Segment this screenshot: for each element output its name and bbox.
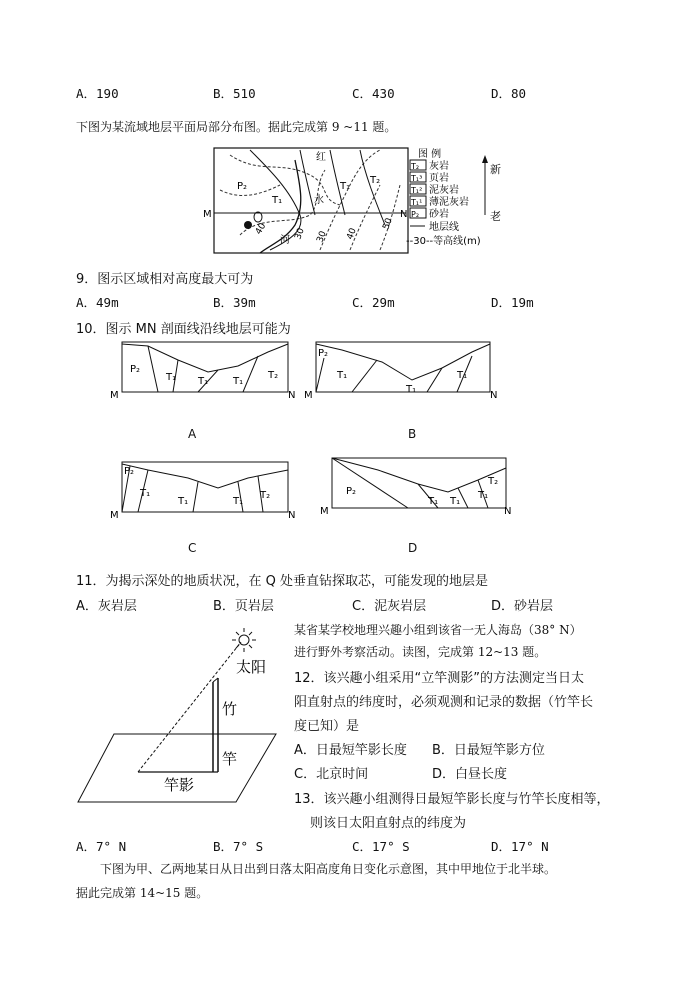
profile-a-label: A (188, 427, 197, 441)
svg-text:T₁: T₁ (450, 496, 461, 507)
q11-stem: 11．为揭示深处的地质状况，在 Q 处垂直钻探取芯，可能发现的地层是 (76, 574, 489, 589)
q13-stem-line1: 13．该兴趣小组测得日最短竿影长度与竹竿长度相等， (294, 792, 610, 807)
stratum-map-figure (200, 145, 510, 257)
svg-text:T₁: T₁ (428, 496, 439, 507)
map-label-t1b: T₁ (340, 181, 351, 192)
svg-text:P₂: P₂ (346, 486, 357, 497)
svg-text:T₁: T₁ (478, 490, 489, 501)
profile-a (108, 338, 298, 404)
svg-text:页岩: 页岩 (429, 173, 449, 184)
q13-stem-line2: 则该日太阳直射点的纬度为 (310, 816, 467, 831)
map-label-water: 水 (314, 195, 324, 206)
q13-option-b: B．7° S (213, 839, 264, 854)
map-label-t1a: T₁ (272, 195, 283, 206)
svg-text:T₁: T₁ (140, 488, 151, 499)
svg-text:T₂: T₂ (488, 476, 499, 487)
profile-b (302, 338, 498, 404)
q8-option-b: B．510 (213, 86, 256, 101)
profile-d-label: D (408, 541, 418, 555)
age-old: 老 (490, 210, 501, 223)
label-pole: 竹 (222, 700, 238, 718)
svg-text:T₁: T₁ (337, 370, 348, 381)
q9-stem: 9．图示区域相对高度最大可为 (76, 272, 254, 287)
svg-text:T₁: T₁ (233, 496, 244, 507)
map-label-river: 河 (280, 235, 290, 246)
q8-option-c: C．430 (352, 86, 395, 101)
profile-d (318, 454, 514, 520)
q13-option-c: C．17° S (352, 839, 410, 854)
intro-12-13-line2: 进行野外考察活动。读图，完成第 12~13 题。 (294, 645, 547, 659)
label-shadow: 竿影 (164, 776, 195, 794)
q12-stem-line2: 阳直射点的纬度时，必须观测和记录的数据（竹竿长 (294, 695, 594, 710)
intro-14-15-line2: 据此完成第 14~15 题。 (76, 886, 209, 900)
legend-stratum-line: 地层线 (429, 222, 459, 233)
q12-option-d: D．白昼长度 (432, 767, 508, 782)
label-sun: 太阳 (236, 658, 267, 676)
svg-text:砂岩: 砂岩 (429, 209, 449, 220)
svg-text:泥灰岩: 泥灰岩 (429, 185, 459, 196)
svg-text:T₂: T₂ (260, 490, 271, 501)
legend-box-5 (410, 207, 449, 220)
q12-option-a: A．日最短竿影长度 (294, 743, 407, 758)
legend-box-3 (410, 183, 459, 196)
contour-30b: 30 (315, 229, 329, 245)
q11-option-b: B．页岩层 (213, 599, 274, 614)
svg-text:T₁: T₁ (457, 370, 468, 381)
svg-text:N: N (490, 390, 498, 401)
legend-box-4 (410, 195, 469, 208)
svg-text:T₁: T₁ (166, 372, 177, 383)
contour-50: 50 (381, 216, 395, 232)
intro-9-11: 下图为某流域地层平面局部分布图。据此完成第 9 ~11 题。 (76, 120, 397, 134)
sun-pole-figure (76, 622, 286, 804)
intro-14-15-line1: 下图为甲、乙两地某日从日出到日落太阳高度角日变化示意图，其中甲地位于北半球。 (100, 862, 557, 876)
q11-option-a: A．灰岩层 (76, 599, 137, 614)
profile-c (108, 458, 298, 524)
legend-contour: --30--等高线(m) (406, 236, 481, 247)
q12-option-b: B．日最短竿影方位 (432, 743, 545, 758)
q11-option-d: D．砂岩层 (491, 599, 554, 614)
svg-text:T₂: T₂ (411, 162, 420, 171)
point-q (244, 221, 252, 229)
age-new: 新 (490, 163, 501, 176)
svg-text:M: M (304, 390, 313, 401)
q12-option-c: C．北京时间 (294, 767, 369, 782)
q8-option-d: D．80 (491, 86, 527, 101)
q9-option-d: D．19m (491, 295, 534, 310)
q12-stem-line1: 12．该兴趣小组采用“立竿测影”的方法测定当日太 (294, 671, 585, 686)
map-label-red: 红 (316, 152, 326, 163)
svg-text:T₁: T₁ (406, 384, 417, 395)
q10-stem: 10．图示 MN 剖面线沿线地层可能为 (76, 322, 291, 337)
q9-option-b: B．39m (213, 295, 256, 310)
contour-40b: 40 (253, 221, 269, 237)
label-pole2: 竿 (222, 750, 238, 768)
q9-option-c: C．29m (352, 295, 395, 310)
legend-title: 图 例 (418, 149, 442, 160)
svg-text:M: M (110, 390, 119, 401)
svg-text:M: M (320, 506, 329, 517)
svg-text:T₁¹: T₁¹ (411, 198, 423, 207)
svg-text:P₂: P₂ (130, 364, 141, 375)
map-label-t2: T₂ (370, 175, 381, 186)
svg-text:T₁: T₁ (198, 376, 209, 387)
q13-option-a: A．7° N (76, 839, 127, 854)
profile-b-label: B (408, 427, 417, 441)
svg-text:P₂: P₂ (124, 466, 135, 477)
svg-text:N: N (288, 510, 296, 521)
svg-text:M: M (110, 510, 119, 521)
svg-text:灰岩: 灰岩 (429, 161, 449, 172)
svg-text:T₂: T₂ (268, 370, 279, 381)
map-label-n: N (400, 209, 408, 220)
legend-box-2 (410, 171, 449, 184)
contour-30a: 30 (293, 226, 307, 242)
map-label-m: M (203, 209, 212, 220)
svg-text:N: N (504, 506, 512, 517)
svg-text:T₁: T₁ (178, 496, 189, 507)
svg-text:N: N (288, 390, 296, 401)
q13-option-d: D．17° N (491, 839, 549, 854)
svg-text:P₂: P₂ (411, 210, 420, 219)
svg-text:P₂: P₂ (318, 348, 329, 359)
contour-40: 40 (345, 226, 359, 242)
map-label-p2: P₂ (237, 181, 248, 192)
svg-text:T₁³: T₁³ (411, 174, 423, 183)
legend-box-1 (410, 159, 449, 172)
intro-12-13-line1: 某省某学校地理兴趣小组到该省一无人海岛（38° N） (294, 623, 582, 637)
svg-text:T₁²: T₁² (411, 186, 423, 195)
svg-text:薄泥灰岩: 薄泥灰岩 (429, 197, 469, 208)
q9-option-a: A．49m (76, 295, 119, 310)
profile-c-label: C (188, 541, 197, 555)
q12-stem-line3: 度已知）是 (294, 719, 360, 734)
svg-text:T₁: T₁ (233, 376, 244, 387)
q8-option-a: A．190 (76, 86, 119, 101)
q11-option-c: C．泥灰岩层 (352, 599, 427, 614)
